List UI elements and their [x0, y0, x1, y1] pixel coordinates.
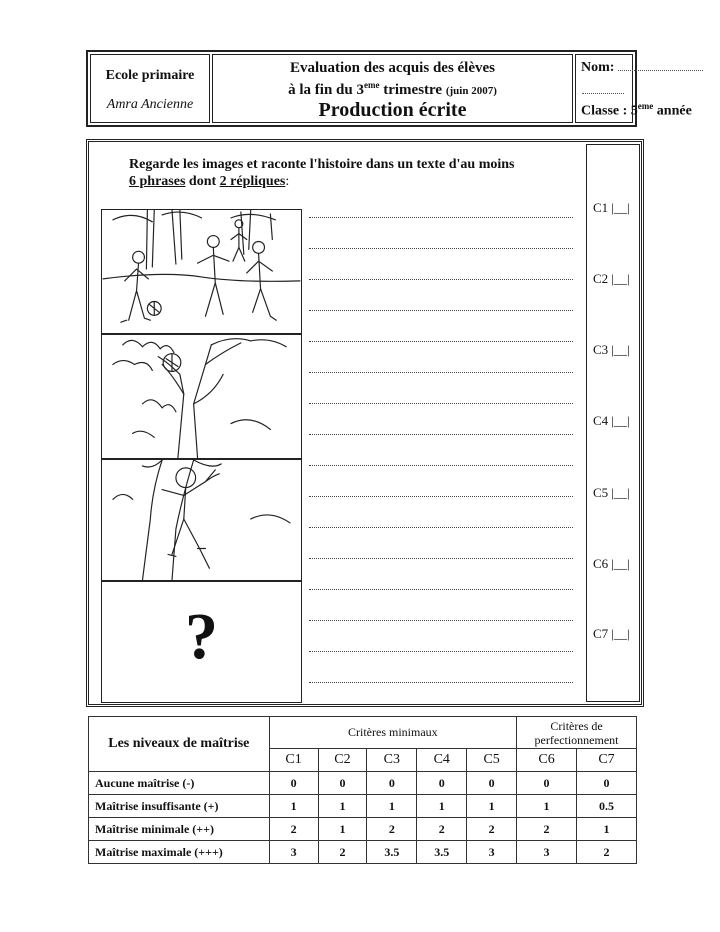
school-label: Ecole primaire	[105, 68, 195, 83]
group-perfection: Critères de perfectionnement	[517, 717, 637, 749]
col-header-c3: C3	[367, 749, 417, 772]
eval-line2-b: trimestre	[379, 82, 446, 98]
instruction	[129, 156, 579, 190]
table-row	[89, 818, 637, 841]
story-image-1-football	[101, 209, 302, 334]
writing-line[interactable]	[309, 403, 573, 404]
table-cell: 2	[577, 841, 637, 864]
table-cell: 3	[269, 841, 318, 864]
table-cell: 1	[467, 795, 517, 818]
table-cell: 3	[467, 841, 517, 864]
table-cell: 2	[467, 818, 517, 841]
table-cell: 0	[269, 772, 318, 795]
table-cell: 0	[517, 772, 577, 795]
instruction-line1: Regarde les images et raconte l'histoire dans un texte d'au moins	[129, 157, 515, 172]
table-cell: 0	[577, 772, 637, 795]
table-cell: 2	[269, 818, 318, 841]
writing-line[interactable]	[309, 217, 573, 218]
table-cell: 0	[318, 772, 367, 795]
school-name: Amra Ancienne	[106, 97, 194, 112]
writing-line[interactable]	[309, 682, 573, 683]
writing-line[interactable]	[309, 341, 573, 342]
subject-title: Production écrite	[318, 99, 467, 121]
table-cell: 3.5	[367, 841, 417, 864]
story-image-2-tree	[101, 334, 302, 459]
writing-line[interactable]	[309, 558, 573, 559]
table-cell: 1	[517, 795, 577, 818]
nom-dotline[interactable]	[582, 93, 624, 94]
story-image-4-mystery	[101, 581, 302, 703]
table-cell: 2	[517, 818, 577, 841]
writing-line[interactable]	[309, 310, 573, 311]
criterion-c2[interactable]: C2 |__|	[593, 271, 630, 286]
group-minimal: Critères minimaux	[269, 717, 516, 749]
header	[86, 50, 692, 127]
table-cell: 0	[417, 772, 467, 795]
table-cell: 0	[367, 772, 417, 795]
table-cell: 1	[318, 818, 367, 841]
mastery-levels-table	[88, 716, 637, 864]
table-cell: 0	[467, 772, 517, 795]
table-title: Les niveaux de maîtrise	[89, 717, 270, 772]
row-label: Aucune maîtrise (-)	[89, 772, 270, 795]
table-cell: 3.5	[417, 841, 467, 864]
table-row	[89, 772, 637, 795]
table-cell: 1	[269, 795, 318, 818]
criterion-c6[interactable]: C6 |__|	[593, 556, 630, 571]
writing-line[interactable]	[309, 279, 573, 280]
tree-scene-drawing	[102, 335, 301, 458]
instruction-tail: :	[285, 174, 290, 189]
row-label: Maîtrise minimale (++)	[89, 818, 270, 841]
row-label: Maîtrise insuffisante (+)	[89, 795, 270, 818]
col-header-c2: C2	[318, 749, 367, 772]
writing-line[interactable]	[309, 496, 573, 497]
table-cell: 1	[367, 795, 417, 818]
table-cell: 2	[318, 841, 367, 864]
eval-title-line2	[213, 80, 572, 99]
story-image-3-climbing	[101, 459, 302, 581]
nom-field[interactable]	[581, 60, 703, 76]
football-scene-drawing	[102, 210, 301, 333]
question-mark: ?	[185, 600, 218, 673]
main-frame	[86, 139, 644, 707]
row-label: Maîtrise maximale (+++)	[89, 841, 270, 864]
instruction-phrases: 6 phrases	[129, 174, 186, 189]
table-cell: 1	[318, 795, 367, 818]
classe-label	[581, 101, 692, 120]
writing-line[interactable]	[309, 589, 573, 590]
col-header-c5: C5	[467, 749, 517, 772]
classe-tail: année	[653, 103, 692, 119]
criterion-c7[interactable]: C7 |__|	[593, 626, 630, 641]
nom-label: Nom:	[581, 60, 615, 75]
col-header-c4: C4	[417, 749, 467, 772]
writing-line[interactable]	[309, 248, 573, 249]
eval-title-line1: Evaluation des acquis des élèves	[289, 60, 496, 76]
table-cell: 0.5	[577, 795, 637, 818]
table-cell: 1	[417, 795, 467, 818]
writing-line[interactable]	[309, 465, 573, 466]
table-row	[89, 841, 637, 864]
table-row	[89, 795, 637, 818]
table-cell: 2	[417, 818, 467, 841]
table-cell: 3	[517, 841, 577, 864]
eval-line2-date: (juin 2007)	[445, 85, 497, 97]
col-header-c6: C6	[517, 749, 577, 772]
criterion-c1[interactable]: C1 |__|	[593, 200, 630, 215]
criterion-c4[interactable]: C4 |__|	[593, 413, 630, 428]
writing-line[interactable]	[309, 372, 573, 373]
nom-dots[interactable]	[618, 70, 703, 71]
writing-line[interactable]	[309, 620, 573, 621]
writing-line[interactable]	[309, 434, 573, 435]
school-box	[90, 54, 210, 123]
eval-line2-a: à la fin du 3	[288, 82, 364, 98]
classe-label-text: Classe : 5	[581, 103, 638, 119]
eval-line2-sup: eme	[363, 80, 380, 90]
classe-sup: eme	[637, 101, 654, 111]
table-cell: 2	[367, 818, 417, 841]
climbing-scene-drawing	[102, 460, 301, 580]
criterion-c5[interactable]: C5 |__|	[593, 485, 630, 500]
instruction-repliques: 2 répliques	[219, 174, 286, 189]
writing-line[interactable]	[309, 527, 573, 528]
student-box	[575, 54, 692, 123]
instruction-middle: dont	[185, 174, 220, 189]
table-header-row	[89, 717, 637, 749]
table-cell: 1	[577, 818, 637, 841]
criterion-c3[interactable]: C3 |__|	[593, 342, 630, 357]
writing-line[interactable]	[309, 651, 573, 652]
col-header-c1: C1	[269, 749, 318, 772]
col-header-c7: C7	[577, 749, 637, 772]
title-box	[212, 54, 573, 123]
